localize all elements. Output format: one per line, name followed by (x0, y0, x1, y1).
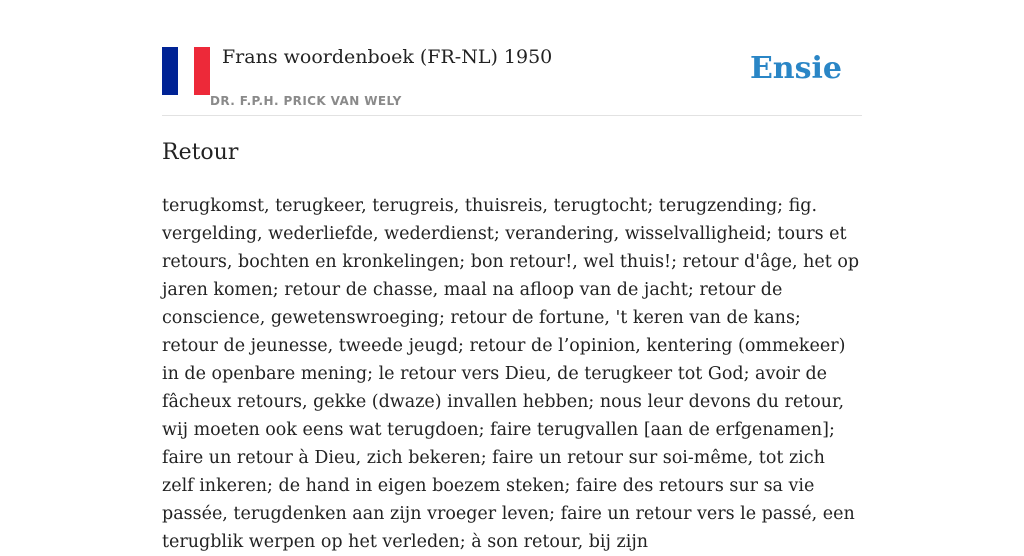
entry-definition: terugkomst, terugkeer, terugreis, thuisreis, terugtocht; terugzending; fig. vergelding, wederliefde, wederdienst; verandering, wisselvalligheid; tours et retours, bochten en kronkelingen; bon retour!, wel thuis!; retour d'âge, het op jaren komen; retour de chasse, maal na afloop van de jacht; retour de conscience, gewetenswroeging; retour de fortune, 't keren van de kans; retour de jeunesse, tweede jeugd; retour de l’opinion, kentering (ommekeer) in de openbare mening; le retour vers Dieu, de terugkeer tot God; avoir de fâcheux retours, gekke (dwaze) invallen hebben; nous leur devons du retour, wij moeten ook eens wat terugdoen; faire terugvallen [aan de erfgenamen]; faire un retour à Dieu, zich bekeren; faire un retour sur soi-même, tot zich zelf inkeren; de hand in eigen boezem steken; faire des retours sur sa vie passée, terugdenken aan zijn vroeger leven; faire un retour vers le passé, een terugblik werpen op het verleden; à son retour, bij zijn (162, 196, 860, 552)
flag-stripe-white (178, 47, 194, 95)
book-title[interactable]: Frans woordenboek (FR-NL) 1950 (222, 46, 553, 68)
france-flag-icon (162, 47, 210, 95)
author-name[interactable]: DR. F.P.H. PRICK VAN WELY (210, 94, 402, 108)
header-divider (162, 115, 862, 116)
ensie-logo[interactable]: Ensie (749, 51, 842, 86)
entry-headword: Retour (162, 140, 239, 165)
flag-stripe-red (194, 47, 210, 95)
flag-stripe-blue (162, 47, 178, 95)
